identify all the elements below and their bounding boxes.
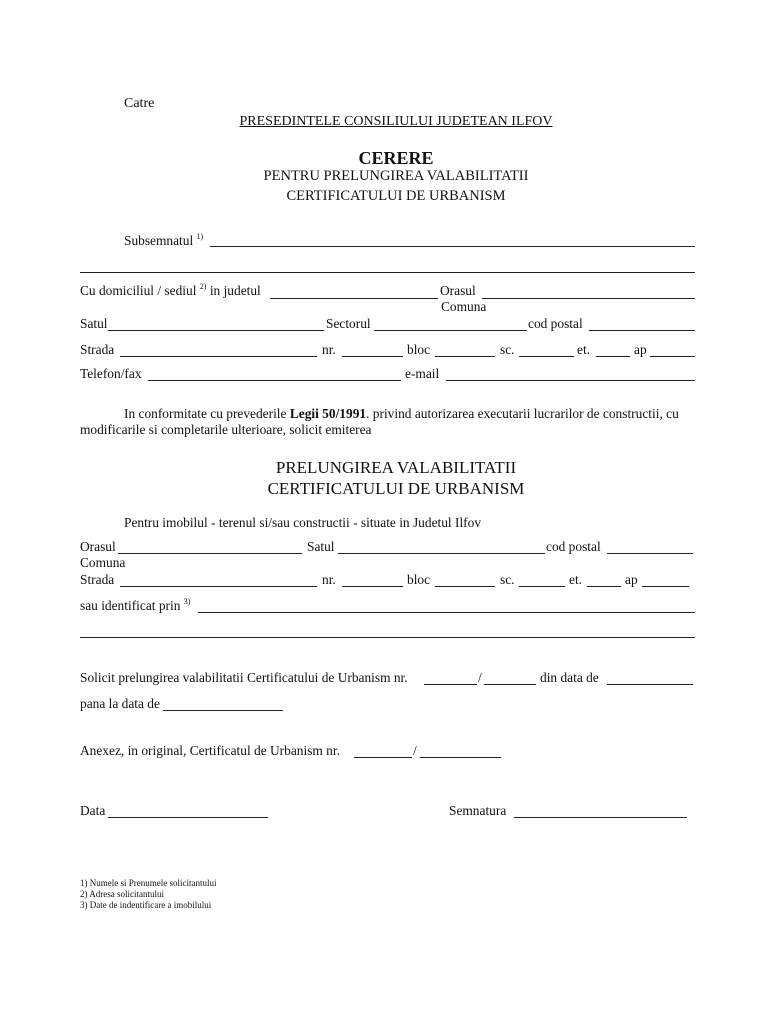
- property-ap-label: ap: [625, 572, 638, 587]
- strada-label: Strada: [80, 342, 115, 357]
- anexez-text: Anexez, in original, Certificatul de Urbanism nr.: [80, 743, 340, 758]
- et-field[interactable]: [596, 356, 630, 357]
- domiciliu-label: Cu domiciliul / sediul $^{2)}$ in judetul: [80, 282, 261, 298]
- title-line-1: PENTRU PRELUNGIREA VALABILITATII: [263, 168, 529, 184]
- footnote-2: 2) Adresa solicitantului: [80, 889, 164, 899]
- nr-field[interactable]: [342, 356, 403, 357]
- solicit-text: Solicit prelungirea valabilitatii Certificatului de Urbanism nr.: [80, 670, 408, 685]
- property-sc-label: sc.: [500, 572, 515, 587]
- email-field[interactable]: [446, 380, 695, 381]
- document-title: CERERE: [358, 148, 434, 168]
- cod-postal-label: cod postal: [528, 316, 583, 331]
- conformity-text-line-2: modificarile si completarile ulterioare, solicit emiterea: [80, 422, 372, 437]
- footnote-ref-3: 3): [183, 597, 191, 606]
- pana-la-data-label: pana la data de: [80, 696, 160, 711]
- nr-label: nr.: [322, 342, 336, 357]
- subtitle-line-1: PRELUNGIREA VALABILITATII: [275, 458, 517, 477]
- property-strada-label: Strada: [80, 572, 115, 587]
- catre-label: Catre: [124, 96, 155, 111]
- strada-field[interactable]: [120, 356, 317, 357]
- property-bloc-label: bloc: [407, 572, 431, 587]
- certificate-number-slash: /: [478, 670, 482, 685]
- identificat-field[interactable]: [198, 612, 695, 613]
- title-line-2: CERTIFICATULUI DE URBANISM: [286, 188, 506, 204]
- footnote-ref-1: 1): [196, 232, 204, 241]
- identificat-field-continued[interactable]: [80, 637, 695, 638]
- orasul-field[interactable]: [482, 298, 695, 299]
- footnote-3: 3) Date de indentificare a imobilului: [80, 900, 212, 910]
- law-reference: Legii 50/1991: [289, 406, 367, 421]
- judet-field[interactable]: [270, 298, 438, 299]
- telefon-label: Telefon/fax: [80, 366, 142, 381]
- bloc-label: bloc: [407, 342, 431, 357]
- din-data-field[interactable]: [607, 684, 693, 685]
- property-sc-field[interactable]: [519, 586, 565, 587]
- property-cod-postal-field[interactable]: [607, 553, 693, 554]
- property-cod-postal-label: cod postal: [546, 539, 601, 554]
- ap-label: ap: [634, 342, 647, 357]
- anexez-slash: /: [413, 743, 417, 758]
- footnote-ref-2: 2): [199, 282, 207, 291]
- subsemnatul-label: Subsemnatul $^{1)}$: [124, 232, 204, 248]
- property-intro: Pentru imobilul - terenul si/sau constructii - situate in Judetul Ilfov: [124, 515, 482, 530]
- email-label: e-mail: [405, 366, 440, 381]
- recipient-title: PRESEDINTELE CONSILIULUI JUDETEAN ILFOV: [239, 114, 553, 129]
- pana-la-data-field[interactable]: [163, 710, 283, 711]
- anexez-suffix-field[interactable]: [420, 757, 501, 758]
- din-data-label: din data de: [540, 670, 599, 685]
- data-field[interactable]: [108, 817, 268, 818]
- property-ap-field[interactable]: [642, 586, 689, 587]
- certificate-suffix-field[interactable]: [484, 684, 536, 685]
- property-nr-label: nr.: [322, 572, 336, 587]
- property-et-field[interactable]: [587, 586, 621, 587]
- cod-postal-field[interactable]: [589, 330, 695, 331]
- conformity-text: In conformitate cu prevederile Legii 50/1991. privind autorizarea executarii lucrarilor de constructii, cu: [124, 406, 679, 421]
- name-field-continued[interactable]: [80, 272, 695, 273]
- semnatura-label: Semnatura: [449, 803, 507, 818]
- subtitle-line-2: CERTIFICATULUI DE URBANISM: [267, 479, 525, 498]
- name-field[interactable]: [210, 246, 695, 247]
- property-nr-field[interactable]: [342, 586, 403, 587]
- property-strada-field[interactable]: [120, 586, 317, 587]
- satul-field[interactable]: [108, 330, 324, 331]
- property-comuna-label: Comuna: [80, 555, 126, 570]
- property-orasul-label: Orasul: [80, 539, 116, 554]
- property-satul-field[interactable]: [338, 553, 545, 554]
- orasul-label: Orasul: [440, 283, 476, 298]
- telefon-field[interactable]: [148, 380, 401, 381]
- property-et-label: et.: [569, 572, 583, 587]
- et-label: et.: [577, 342, 591, 357]
- sc-field[interactable]: [519, 356, 574, 357]
- satul-label: Satul: [80, 316, 108, 331]
- anexez-number-field[interactable]: [354, 757, 412, 758]
- certificate-number-field[interactable]: [424, 684, 477, 685]
- sectorul-field[interactable]: [374, 330, 527, 331]
- property-orasul-field[interactable]: [118, 553, 302, 554]
- property-satul-label: Satul: [307, 539, 335, 554]
- sectorul-label: Sectorul: [326, 316, 371, 331]
- semnatura-field[interactable]: [514, 817, 687, 818]
- ap-field[interactable]: [650, 356, 695, 357]
- data-label: Data: [80, 803, 106, 818]
- bloc-field[interactable]: [435, 356, 495, 357]
- sc-label: sc.: [500, 342, 515, 357]
- comuna-label: Comuna: [441, 299, 487, 314]
- identificat-label: sau identificat prin $^{3)}$: [80, 597, 191, 613]
- property-bloc-field[interactable]: [435, 586, 495, 587]
- footnote-1: 1) Numele si Prenumele solicitantului: [80, 878, 217, 888]
